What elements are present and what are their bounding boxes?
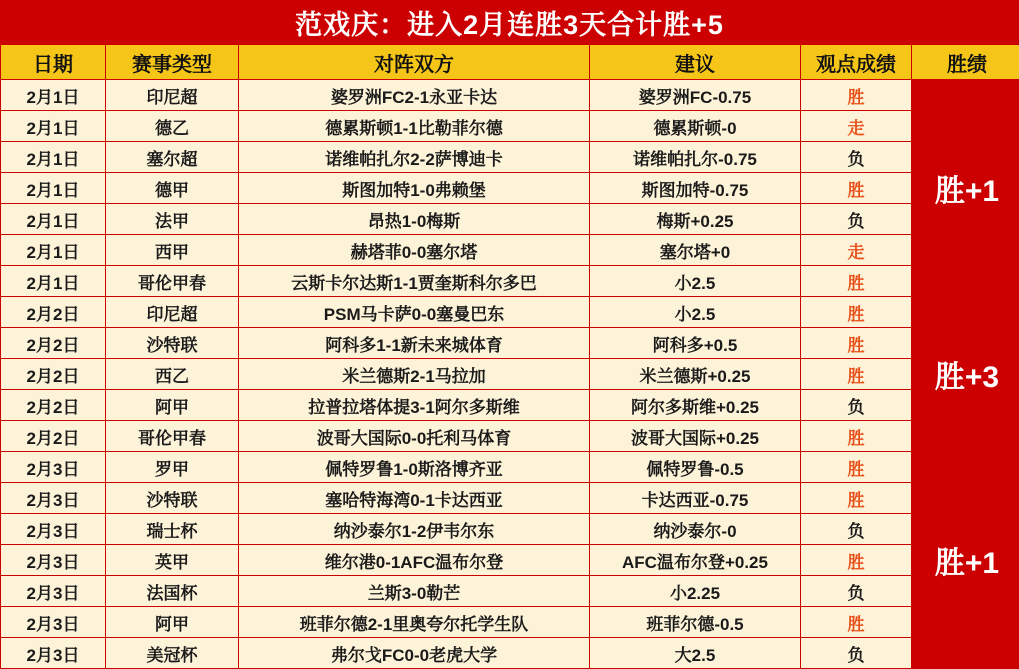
cell-league: 英甲 (106, 545, 239, 576)
table-row (1, 483, 1019, 514)
cell-date: 2月1日 (1, 111, 106, 142)
column-header-match: 对阵双方 (239, 45, 590, 80)
cell-match: 纳沙泰尔1-2伊韦尔东 (239, 514, 590, 545)
cell-match: 德累斯顿1-1比勒菲尔德 (239, 111, 590, 142)
table-row (1, 514, 1019, 545)
cell-advice: 梅斯+0.25 (590, 204, 801, 235)
cell-match: 维尔港0-1AFC温布尔登 (239, 545, 590, 576)
cell-league: 沙特联 (106, 328, 239, 359)
cell-league: 美冠杯 (106, 638, 239, 669)
table-row (1, 297, 1019, 328)
page-title: 范戏庆：进入2月连胜3天合计胜+5 (0, 0, 1019, 44)
cell-advice: 阿尔多斯维+0.25 (590, 390, 801, 421)
table-row (1, 80, 1019, 111)
cell-date: 2月2日 (1, 328, 106, 359)
cell-match: 弗尔戈FC0-0老虎大学 (239, 638, 590, 669)
streak-cell: 胜+1 (912, 80, 1019, 297)
cell-result: 胜 (801, 173, 912, 204)
cell-date: 2月2日 (1, 359, 106, 390)
cell-date: 2月1日 (1, 173, 106, 204)
table-row (1, 545, 1019, 576)
table-row (1, 576, 1019, 607)
cell-result: 负 (801, 142, 912, 173)
table-row (1, 607, 1019, 638)
streak-cell: 胜+3 (912, 297, 1019, 452)
cell-league: 西乙 (106, 359, 239, 390)
cell-result: 胜 (801, 297, 912, 328)
cell-result: 胜 (801, 421, 912, 452)
cell-date: 2月2日 (1, 390, 106, 421)
cell-date: 2月3日 (1, 607, 106, 638)
table-row (1, 452, 1019, 483)
cell-league: 法国杯 (106, 576, 239, 607)
cell-date: 2月3日 (1, 483, 106, 514)
cell-match: 波哥大国际0-0托利马体育 (239, 421, 590, 452)
cell-result: 走 (801, 235, 912, 266)
table-row (1, 204, 1019, 235)
cell-result: 负 (801, 514, 912, 545)
cell-advice: 波哥大国际+0.25 (590, 421, 801, 452)
cell-match: 赫塔菲0-0塞尔塔 (239, 235, 590, 266)
cell-match: 阿科多1-1新未来城体育 (239, 328, 590, 359)
cell-league: 瑞士杯 (106, 514, 239, 545)
cell-result: 负 (801, 576, 912, 607)
cell-date: 2月1日 (1, 266, 106, 297)
cell-match: PSM马卡萨0-0塞曼巴东 (239, 297, 590, 328)
cell-result: 胜 (801, 607, 912, 638)
table-row (1, 390, 1019, 421)
cell-advice: 斯图加特-0.75 (590, 173, 801, 204)
cell-result: 胜 (801, 452, 912, 483)
cell-advice: 米兰德斯+0.25 (590, 359, 801, 390)
cell-league: 哥伦甲春 (106, 266, 239, 297)
cell-result: 负 (801, 638, 912, 669)
cell-match: 婆罗洲FC2-1永亚卡达 (239, 80, 590, 111)
cell-advice: 大2.5 (590, 638, 801, 669)
cell-league: 沙特联 (106, 483, 239, 514)
cell-league: 哥伦甲春 (106, 421, 239, 452)
cell-result: 走 (801, 111, 912, 142)
cell-advice: AFC温布尔登+0.25 (590, 545, 801, 576)
cell-date: 2月1日 (1, 142, 106, 173)
cell-league: 德甲 (106, 173, 239, 204)
cell-advice: 班菲尔德-0.5 (590, 607, 801, 638)
table-row (1, 173, 1019, 204)
cell-date: 2月2日 (1, 297, 106, 328)
cell-advice: 小2.5 (590, 266, 801, 297)
table-row (1, 266, 1019, 297)
cell-result: 胜 (801, 266, 912, 297)
cell-match: 佩特罗鲁1-0斯洛博齐亚 (239, 452, 590, 483)
cell-league: 印尼超 (106, 80, 239, 111)
table-header (1, 45, 1019, 80)
header-row (1, 45, 1019, 80)
column-header-advice: 建议 (590, 45, 801, 80)
cell-result: 负 (801, 204, 912, 235)
cell-advice: 塞尔塔+0 (590, 235, 801, 266)
column-header-league: 赛事类型 (106, 45, 239, 80)
cell-date: 2月3日 (1, 452, 106, 483)
cell-match: 斯图加特1-0弗赖堡 (239, 173, 590, 204)
table-row (1, 638, 1019, 669)
table-row (1, 111, 1019, 142)
cell-date: 2月3日 (1, 545, 106, 576)
cell-league: 塞尔超 (106, 142, 239, 173)
table-body (1, 80, 1019, 669)
cell-advice: 德累斯顿-0 (590, 111, 801, 142)
cell-league: 西甲 (106, 235, 239, 266)
cell-advice: 小2.5 (590, 297, 801, 328)
cell-match: 拉普拉塔体提3-1阿尔多斯维 (239, 390, 590, 421)
cell-date: 2月1日 (1, 80, 106, 111)
cell-date: 2月3日 (1, 514, 106, 545)
streak-cell: 胜+1 (912, 452, 1019, 669)
cell-advice: 婆罗洲FC-0.75 (590, 80, 801, 111)
cell-league: 法甲 (106, 204, 239, 235)
cell-match: 班菲尔德2-1里奥夸尔托学生队 (239, 607, 590, 638)
cell-date: 2月3日 (1, 576, 106, 607)
cell-date: 2月1日 (1, 235, 106, 266)
cell-result: 胜 (801, 359, 912, 390)
cell-date: 2月3日 (1, 638, 106, 669)
table-row (1, 359, 1019, 390)
cell-match: 米兰德斯2-1马拉加 (239, 359, 590, 390)
cell-match: 诺维帕扎尔2-2萨博迪卡 (239, 142, 590, 173)
cell-result: 负 (801, 390, 912, 421)
cell-league: 印尼超 (106, 297, 239, 328)
cell-league: 阿甲 (106, 390, 239, 421)
cell-match: 塞哈特海湾0-1卡达西亚 (239, 483, 590, 514)
table-row (1, 142, 1019, 173)
cell-result: 胜 (801, 545, 912, 576)
cell-match: 昂热1-0梅斯 (239, 204, 590, 235)
cell-date: 2月1日 (1, 204, 106, 235)
table-row (1, 235, 1019, 266)
column-header-result: 观点成绩 (801, 45, 912, 80)
column-header-date: 日期 (1, 45, 106, 80)
cell-result: 胜 (801, 80, 912, 111)
results-table (0, 44, 1019, 669)
cell-advice: 纳沙泰尔-0 (590, 514, 801, 545)
cell-result: 胜 (801, 483, 912, 514)
cell-match: 云斯卡尔达斯1-1贾奎斯科尔多巴 (239, 266, 590, 297)
column-header-streak: 胜绩 (912, 45, 1019, 80)
table-row (1, 328, 1019, 359)
cell-match: 兰斯3-0勒芒 (239, 576, 590, 607)
cell-league: 阿甲 (106, 607, 239, 638)
cell-advice: 佩特罗鲁-0.5 (590, 452, 801, 483)
cell-advice: 阿科多+0.5 (590, 328, 801, 359)
cell-league: 德乙 (106, 111, 239, 142)
cell-advice: 卡达西亚-0.75 (590, 483, 801, 514)
cell-advice: 诺维帕扎尔-0.75 (590, 142, 801, 173)
cell-date: 2月2日 (1, 421, 106, 452)
cell-league: 罗甲 (106, 452, 239, 483)
table-row (1, 421, 1019, 452)
cell-result: 胜 (801, 328, 912, 359)
cell-advice: 小2.25 (590, 576, 801, 607)
